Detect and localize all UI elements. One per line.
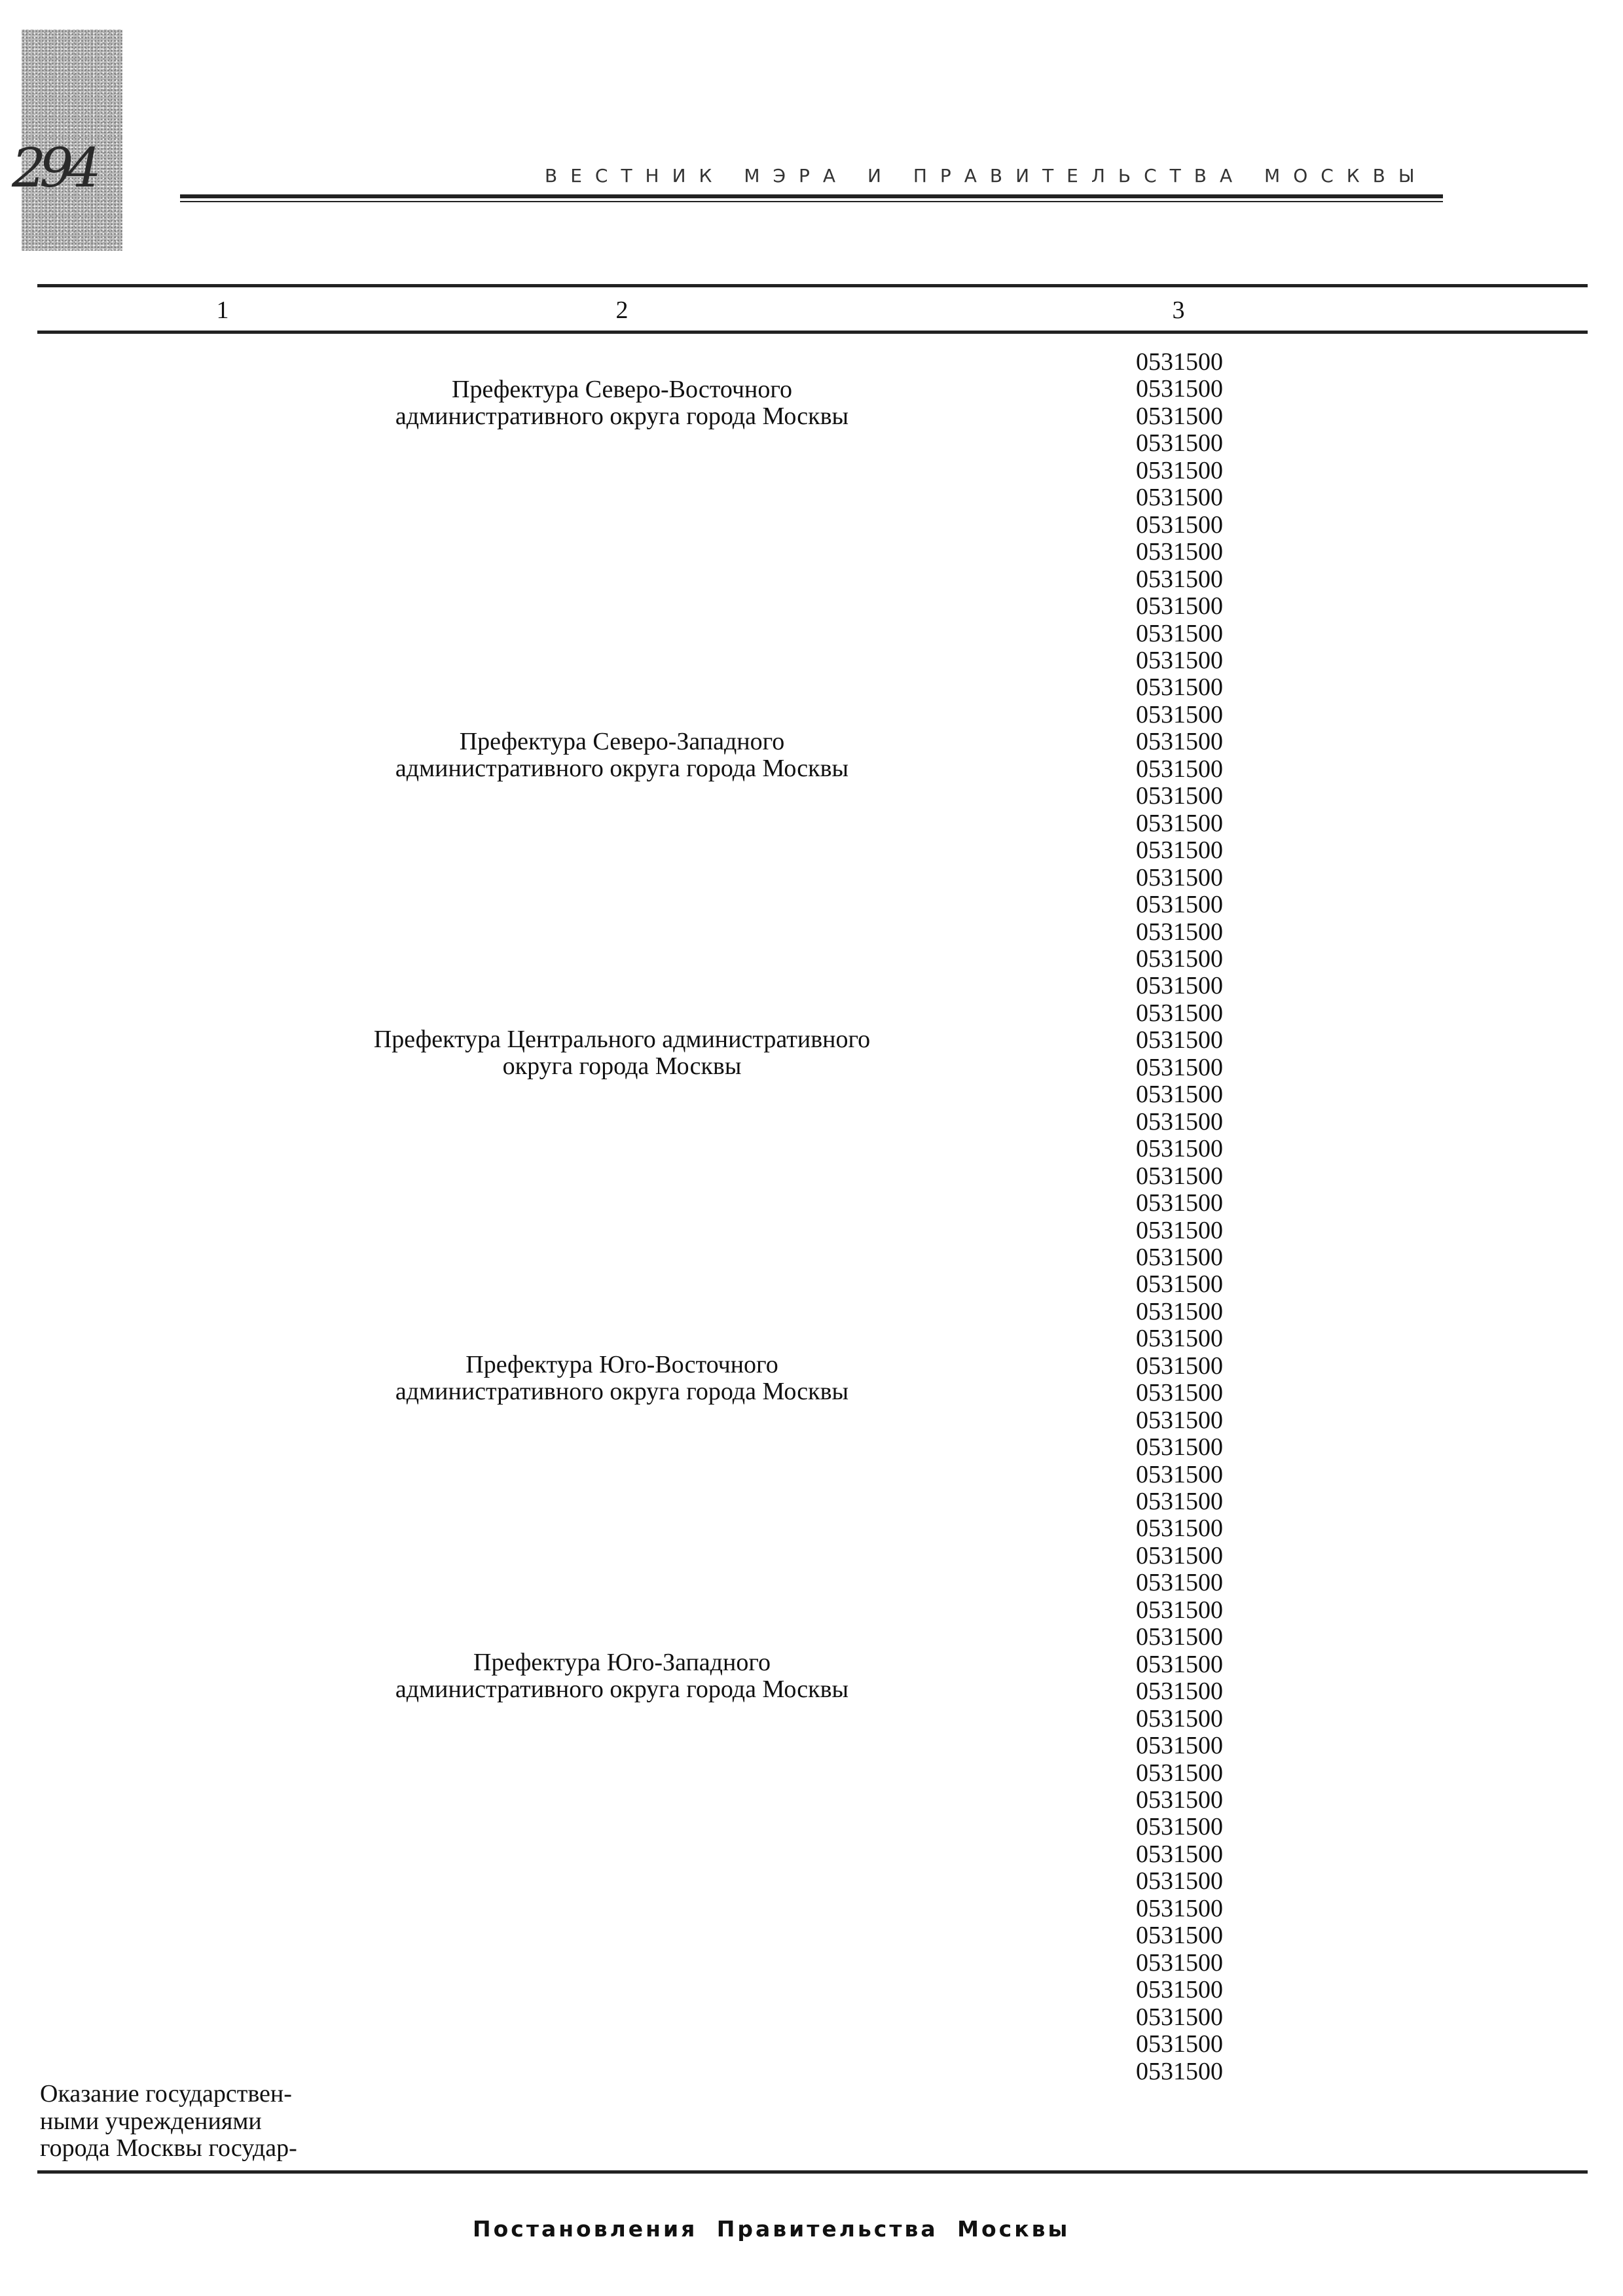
code-value: 0531500: [1136, 1840, 1223, 1868]
code-value: 0531500: [1136, 1162, 1223, 1190]
code-value: 0531500: [1136, 1107, 1223, 1136]
code-value: 0531500: [1136, 538, 1223, 566]
code-value: 0531500: [1136, 592, 1223, 620]
code-value: 0531500: [1136, 944, 1223, 973]
prefecture-south-east: [334, 1352, 910, 1405]
code-value: 0531500: [1136, 1922, 1223, 1950]
code-value: 0531500: [1136, 1081, 1223, 1109]
code-value: 0531500: [1136, 1650, 1223, 1678]
code-value: 0531500: [1136, 1189, 1223, 1217]
code-value: 0531500: [1136, 1515, 1223, 1543]
code-value: 0531500: [1136, 565, 1223, 593]
code-value: 0531500: [1136, 700, 1223, 728]
code-value: 0531500: [1136, 1704, 1223, 1732]
code-value: 0531500: [1136, 1135, 1223, 1163]
code-value: 0531500: [1136, 755, 1223, 783]
prefecture-line: округа города Москвы: [502, 1052, 742, 1080]
prefecture-line: административного округа города Москвы: [395, 403, 849, 430]
prefecture-line: Префектура Центрального административного: [373, 1026, 871, 1053]
code-value: 0531500: [1136, 1433, 1223, 1462]
code-value: 0531500: [1136, 484, 1223, 512]
running-title: ВЕСТНИК МЭРА И ПРАВИТЕЛЬСТВА МОСКВЫ: [545, 165, 1428, 187]
code-value: 0531500: [1136, 918, 1223, 946]
code-value: 0531500: [1136, 728, 1223, 756]
prefecture-line: Префектура Северо-Восточного: [452, 376, 792, 403]
prefecture-line: административного округа города Москвы: [395, 755, 849, 782]
code-value: 0531500: [1136, 1759, 1223, 1787]
code-value: 0531500: [1136, 1297, 1223, 1325]
prefecture-line: административного округа города Москвы: [395, 1378, 849, 1405]
code-value: 0531500: [1136, 1352, 1223, 1380]
table-header-rule: [37, 331, 1588, 334]
table-bottom-rule: [37, 2170, 1588, 2174]
code-value: 0531500: [1136, 1325, 1223, 1353]
code-value: 0531500: [1136, 999, 1223, 1027]
service-description-cell: [40, 2081, 297, 2162]
table-top-rule: [37, 284, 1588, 287]
code-value: 0531500: [1136, 1732, 1223, 1760]
code-value: 0531500: [1136, 782, 1223, 810]
header-rule-thin: [180, 201, 1443, 202]
code-value: 0531500: [1136, 1948, 1223, 1977]
code-value: 0531500: [1136, 348, 1223, 376]
prefecture-line: Префектура Северо-Западного: [459, 728, 785, 755]
service-description-line: города Москвы государ-: [40, 2134, 297, 2162]
code-value: 0531500: [1136, 972, 1223, 1000]
service-description-line: ными учреждениями: [40, 2107, 262, 2135]
prefecture-line: Префектура Юго-Восточного: [465, 1351, 778, 1378]
service-description-line: Оказание государствен-: [40, 2080, 292, 2108]
code-value: 0531500: [1136, 646, 1223, 674]
code-value: 0531500: [1136, 1786, 1223, 1814]
code-value: 0531500: [1136, 1488, 1223, 1516]
code-value: 0531500: [1136, 1216, 1223, 1244]
prefecture-central: [334, 1026, 910, 1080]
code-value: 0531500: [1136, 456, 1223, 484]
code-value: 0531500: [1136, 863, 1223, 891]
code-value: 0531500: [1136, 1569, 1223, 1597]
code-value: 0531500: [1136, 2003, 1223, 2031]
prefecture-north-west: [334, 728, 910, 782]
code-value: 0531500: [1136, 1053, 1223, 1081]
code-value: 0531500: [1136, 1813, 1223, 1841]
code-value: 0531500: [1136, 891, 1223, 919]
code-value: 0531500: [1136, 1867, 1223, 1895]
code-value: 0531500: [1136, 1894, 1223, 1922]
column-header-2: 2: [615, 296, 629, 324]
code-value: 0531500: [1136, 673, 1223, 702]
code-value: 0531500: [1136, 1270, 1223, 1299]
code-value: 0531500: [1136, 402, 1223, 430]
footer-section-title: Постановления Правительства Москвы: [473, 2216, 1070, 2242]
code-value: 0531500: [1136, 1623, 1223, 1651]
code-value: 0531500: [1136, 1379, 1223, 1407]
code-value: 0531500: [1136, 1541, 1223, 1570]
code-value: 0531500: [1136, 2057, 1223, 2085]
prefecture-line: административного округа города Москвы: [395, 1676, 849, 1703]
code-value: 0531500: [1136, 619, 1223, 647]
column-header-3: 3: [1172, 296, 1185, 324]
code-column: [1136, 349, 1223, 2085]
code-value: 0531500: [1136, 1677, 1223, 1706]
code-value: 0531500: [1136, 511, 1223, 539]
code-value: 0531500: [1136, 809, 1223, 837]
code-value: 0531500: [1136, 1596, 1223, 1624]
code-value: 0531500: [1136, 1406, 1223, 1434]
page-number: 294: [12, 137, 95, 200]
code-value: 0531500: [1136, 429, 1223, 457]
code-value: 0531500: [1136, 2030, 1223, 2058]
code-value: 0531500: [1136, 836, 1223, 865]
header-rule-thick: [180, 194, 1443, 198]
code-value: 0531500: [1136, 375, 1223, 403]
prefecture-line: Префектура Юго-Западного: [473, 1649, 771, 1676]
code-value: 0531500: [1136, 1460, 1223, 1488]
prefecture-north-east: [334, 376, 910, 430]
column-header-1: 1: [216, 296, 229, 324]
prefecture-south-west: [334, 1649, 910, 1703]
code-value: 0531500: [1136, 1243, 1223, 1271]
code-value: 0531500: [1136, 1976, 1223, 2004]
code-value: 0531500: [1136, 1026, 1223, 1054]
